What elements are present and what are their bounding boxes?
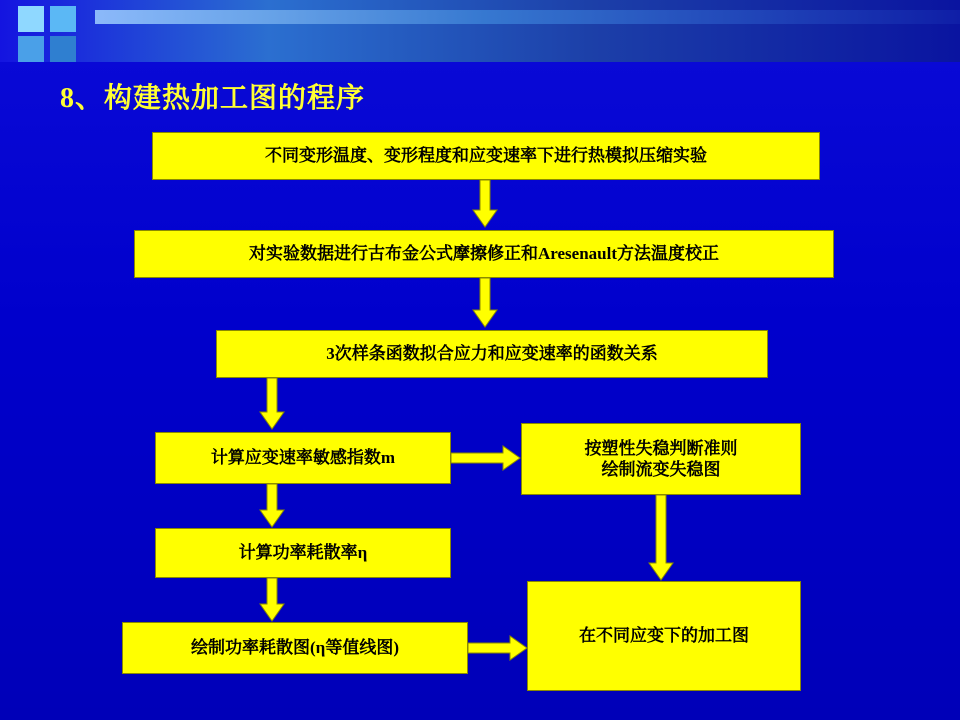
flow-node-n5-line1: 按塑性失稳判断准则 xyxy=(584,438,738,458)
flow-node-n4: 计算应变速率敏感指数m xyxy=(155,432,451,484)
flow-node-n8: 在不同应变下的加工图 xyxy=(527,581,801,691)
decorative-top-band xyxy=(0,0,960,62)
flow-node-n2: 对实验数据进行古布金公式摩擦修正和Aresenault方法温度校正 xyxy=(134,230,834,278)
flow-arrow-n7-n8 xyxy=(468,635,528,661)
decorative-square-2 xyxy=(50,6,76,32)
flow-arrow-n2-n3 xyxy=(472,278,498,328)
top-band-highlight xyxy=(95,10,960,24)
slide-title: 8、构建热加工图的程序 xyxy=(60,83,366,114)
flow-arrow-n1-n2 xyxy=(472,180,498,228)
decorative-square-1 xyxy=(18,6,44,32)
flow-node-n6: 计算功率耗散率η xyxy=(155,528,451,578)
flow-node-n5 xyxy=(521,423,801,495)
decorative-square-4 xyxy=(50,36,76,62)
flow-node-n7: 绘制功率耗散图(η等值线图) xyxy=(122,622,468,674)
flow-arrow-n4-n5 xyxy=(451,445,521,471)
flow-node-n5-line2: 绘制流变失稳图 xyxy=(601,460,721,479)
flow-node-n3: 3次样条函数拟合应力和应变速率的函数关系 xyxy=(216,330,768,378)
flow-arrow-n5-n8 xyxy=(648,495,674,581)
flow-node-n1: 不同变形温度、变形程度和应变速率下进行热模拟压缩实验 xyxy=(152,132,820,180)
decorative-square-3 xyxy=(18,36,44,62)
flow-arrow-n3-n4 xyxy=(259,378,285,430)
flow-arrow-n4-n6 xyxy=(259,484,285,528)
flow-arrow-n6-n7 xyxy=(259,578,285,622)
